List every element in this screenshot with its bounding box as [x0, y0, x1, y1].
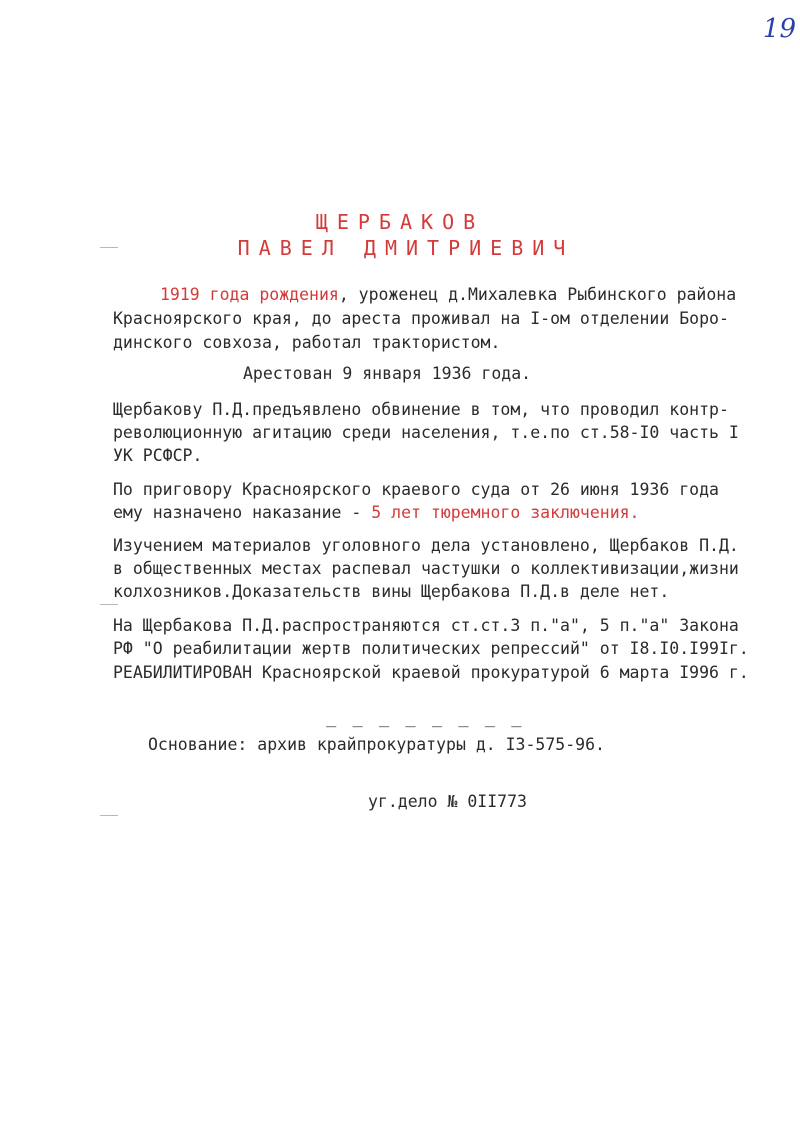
paragraph-charge-line: Щербакову П.Д.предъявлено обвинение в том, что проводил контр- — [113, 400, 729, 419]
case-number: уг.дело № 0II773 — [368, 792, 527, 811]
title-surname: ЩЕРБАКОВ — [315, 210, 485, 234]
paragraph-sentence-line: По приговору Красноярского краевого суда от 26 июня 1936 года — [113, 480, 719, 499]
paragraph-biography-line: динского совхоза, работал трактористом. — [113, 333, 501, 352]
paragraph-findings-line: Изучением материалов уголовного дела установлено, Щербаков П.Д. — [113, 536, 739, 555]
paragraph-rehabilitation-line: На Щербакова П.Д.распространяются ст.ст.3 п."а", 5 п."а" Закона — [113, 616, 739, 635]
paragraph-charge-line: УК РСФСР. — [113, 446, 203, 465]
margin-mark — [100, 815, 118, 816]
title-names: ПАВЕЛ ДМИТРИЕВИЧ — [237, 236, 575, 260]
paragraph-biography-line: Красноярского края, до ареста проживал на I-ом отделении Боро- — [113, 309, 729, 328]
arrest-date: Арестован 9 января 1936 года. — [243, 364, 532, 383]
paragraph-charge-line: революционную агитацию среди населения, т.е.по ст.58-I0 часть I — [113, 423, 739, 442]
paragraph-findings-line: в общественных местах распевал частушки о коллективизации,жизни — [113, 559, 739, 578]
paragraph-rehabilitation-line: РФ "О реабилитации жертв политических репрессий" от I8.I0.I99Iг. — [113, 639, 749, 658]
paragraph-rehabilitation-line: РЕАБИЛИТИРОВАН Красноярской краевой прокуратурой 6 марта I996 г. — [113, 663, 749, 682]
paragraph-biography-line: 1919 года рождения, уроженец д.Михалевка Рыбинского района — [160, 285, 737, 304]
sentence-term: 5 лет тюремного заключения. — [371, 503, 640, 522]
margin-mark — [100, 604, 118, 605]
paragraph-findings-line: колхозников.Доказательств вины Щербакова П.Д.в деле нет. — [113, 582, 670, 601]
page-number: 19 — [762, 14, 796, 44]
paragraph-sentence-line: ему назначено наказание - 5 лет тюремного заключения. — [113, 503, 640, 522]
separator: _ _ _ _ _ _ _ _ — [326, 708, 525, 728]
basis-reference: Основание: архив крайпрокуратуры д. I3-575-96. — [148, 735, 605, 754]
birth-year: 1919 года рождения — [160, 285, 339, 304]
